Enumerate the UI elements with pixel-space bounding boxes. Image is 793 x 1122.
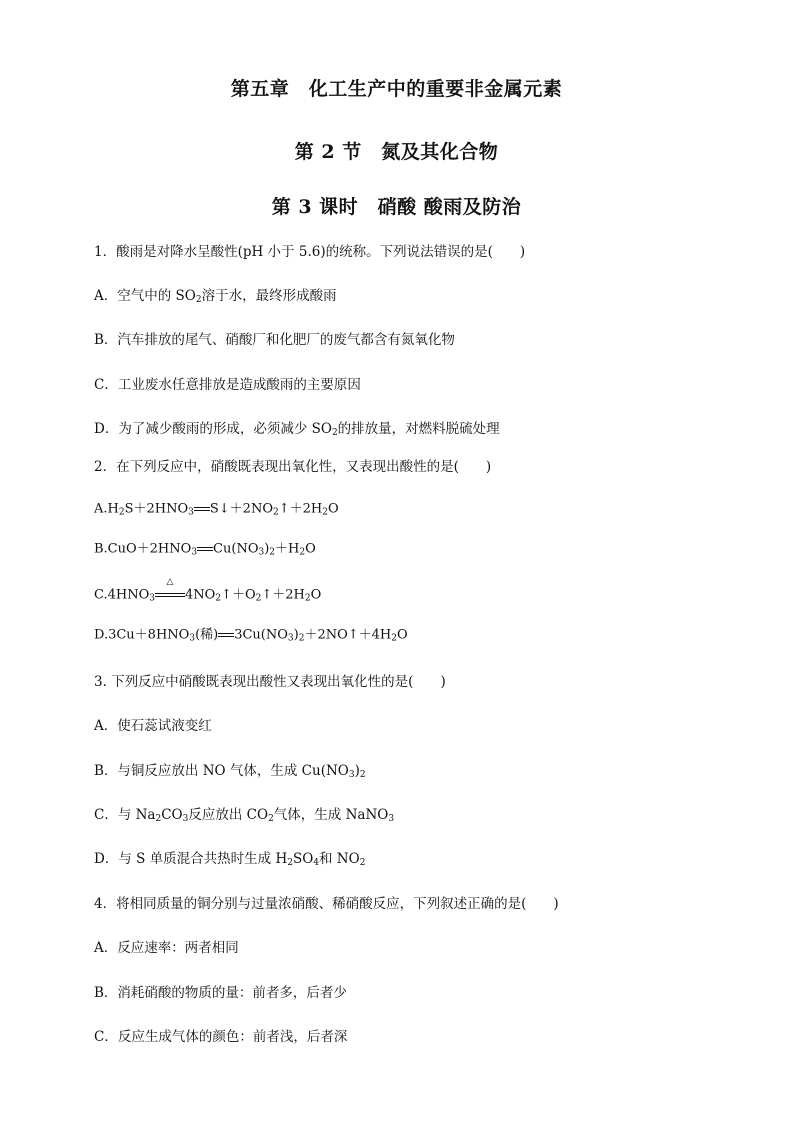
equals-sign bbox=[194, 502, 210, 516]
q2-option-c: $C.4HNO_3$ △ $4NO_2↑+O_2↑+2H_2O$ bbox=[94, 577, 322, 604]
heat-condition-equals bbox=[155, 577, 185, 602]
q1-stem: 1．酸雨是对降水呈酸性(pH 小于 5.6)的统称。下列说法错误的是( ) bbox=[94, 244, 526, 260]
q2-option-a: $A.H_2S+2HNO_3$ $S↓+2NO_2↑+2H_2O$ bbox=[94, 501, 339, 518]
q3-option-c: C．与 $Na_2CO_3$反应放出 $CO_2$气体，生成 NaNO$_3$ bbox=[94, 807, 395, 824]
q4-option-c: C．反应生成气体的颜色：前者浅，后者深 bbox=[94, 1029, 348, 1045]
q2-option-b: $B.CuO+2HNO_3$ $Cu(NO_3)_2+H_2O$ bbox=[94, 541, 316, 558]
q4-stem: 4．将相同质量的铜分别与过量浓硝酸、稀硝酸反应，下列叙述正确的是( ) bbox=[94, 896, 559, 912]
heat-symbol: △ bbox=[166, 577, 174, 587]
q3-option-b: B．与铜反应放出 NO 气体，生成 $Cu(NO_3)_2$ bbox=[94, 763, 366, 780]
section-title: 第 2 节 氮及其化合物 bbox=[294, 141, 499, 163]
equals-sign bbox=[197, 542, 213, 556]
q1-option-c: C．工业废水任意排放是造成酸雨的主要原因 bbox=[94, 377, 361, 393]
q2-option-d: $D.3Cu+8HNO_3$(稀) $3Cu(NO_3)_2+2NO↑+4H_2O$ bbox=[94, 627, 408, 644]
q3-stem: 3. 下列反应中硝酸既表现出酸性又表现出氧化性的是( ) bbox=[94, 674, 446, 690]
q3-option-d: D．与 S 单质混合共热时生成 $H_2SO_4$和 $NO_2$ bbox=[94, 851, 366, 868]
q1-option-b: B．汽车排放的尾气、硝酸厂和化肥厂的废气都含有氮氧化物 bbox=[94, 332, 455, 348]
equals-sign bbox=[218, 628, 234, 642]
q1-option-d: D．为了减少酸雨的形成，必须减少 $SO_2$的排放量，对燃料脱硫处理 bbox=[94, 421, 500, 438]
q2-stem: 2．在下列反应中，硝酸既表现出氧化性，又表现出酸性的是( ) bbox=[94, 459, 492, 475]
q4-option-b: B．消耗硝酸的物质的量：前者多，后者少 bbox=[94, 985, 347, 1001]
chapter-title: 第五章 化工生产中的重要非金属元素 bbox=[230, 78, 563, 100]
q4-option-a: A．反应速率：两者相同 bbox=[94, 940, 239, 956]
q3-option-a: A．使石蕊试液变红 bbox=[94, 718, 212, 734]
q1-option-a: A．空气中的 $SO_2$溶于水，最终形成酸雨 bbox=[94, 288, 337, 305]
lesson-title: 第 3 课时 硝酸 酸雨及防治 bbox=[271, 196, 522, 218]
